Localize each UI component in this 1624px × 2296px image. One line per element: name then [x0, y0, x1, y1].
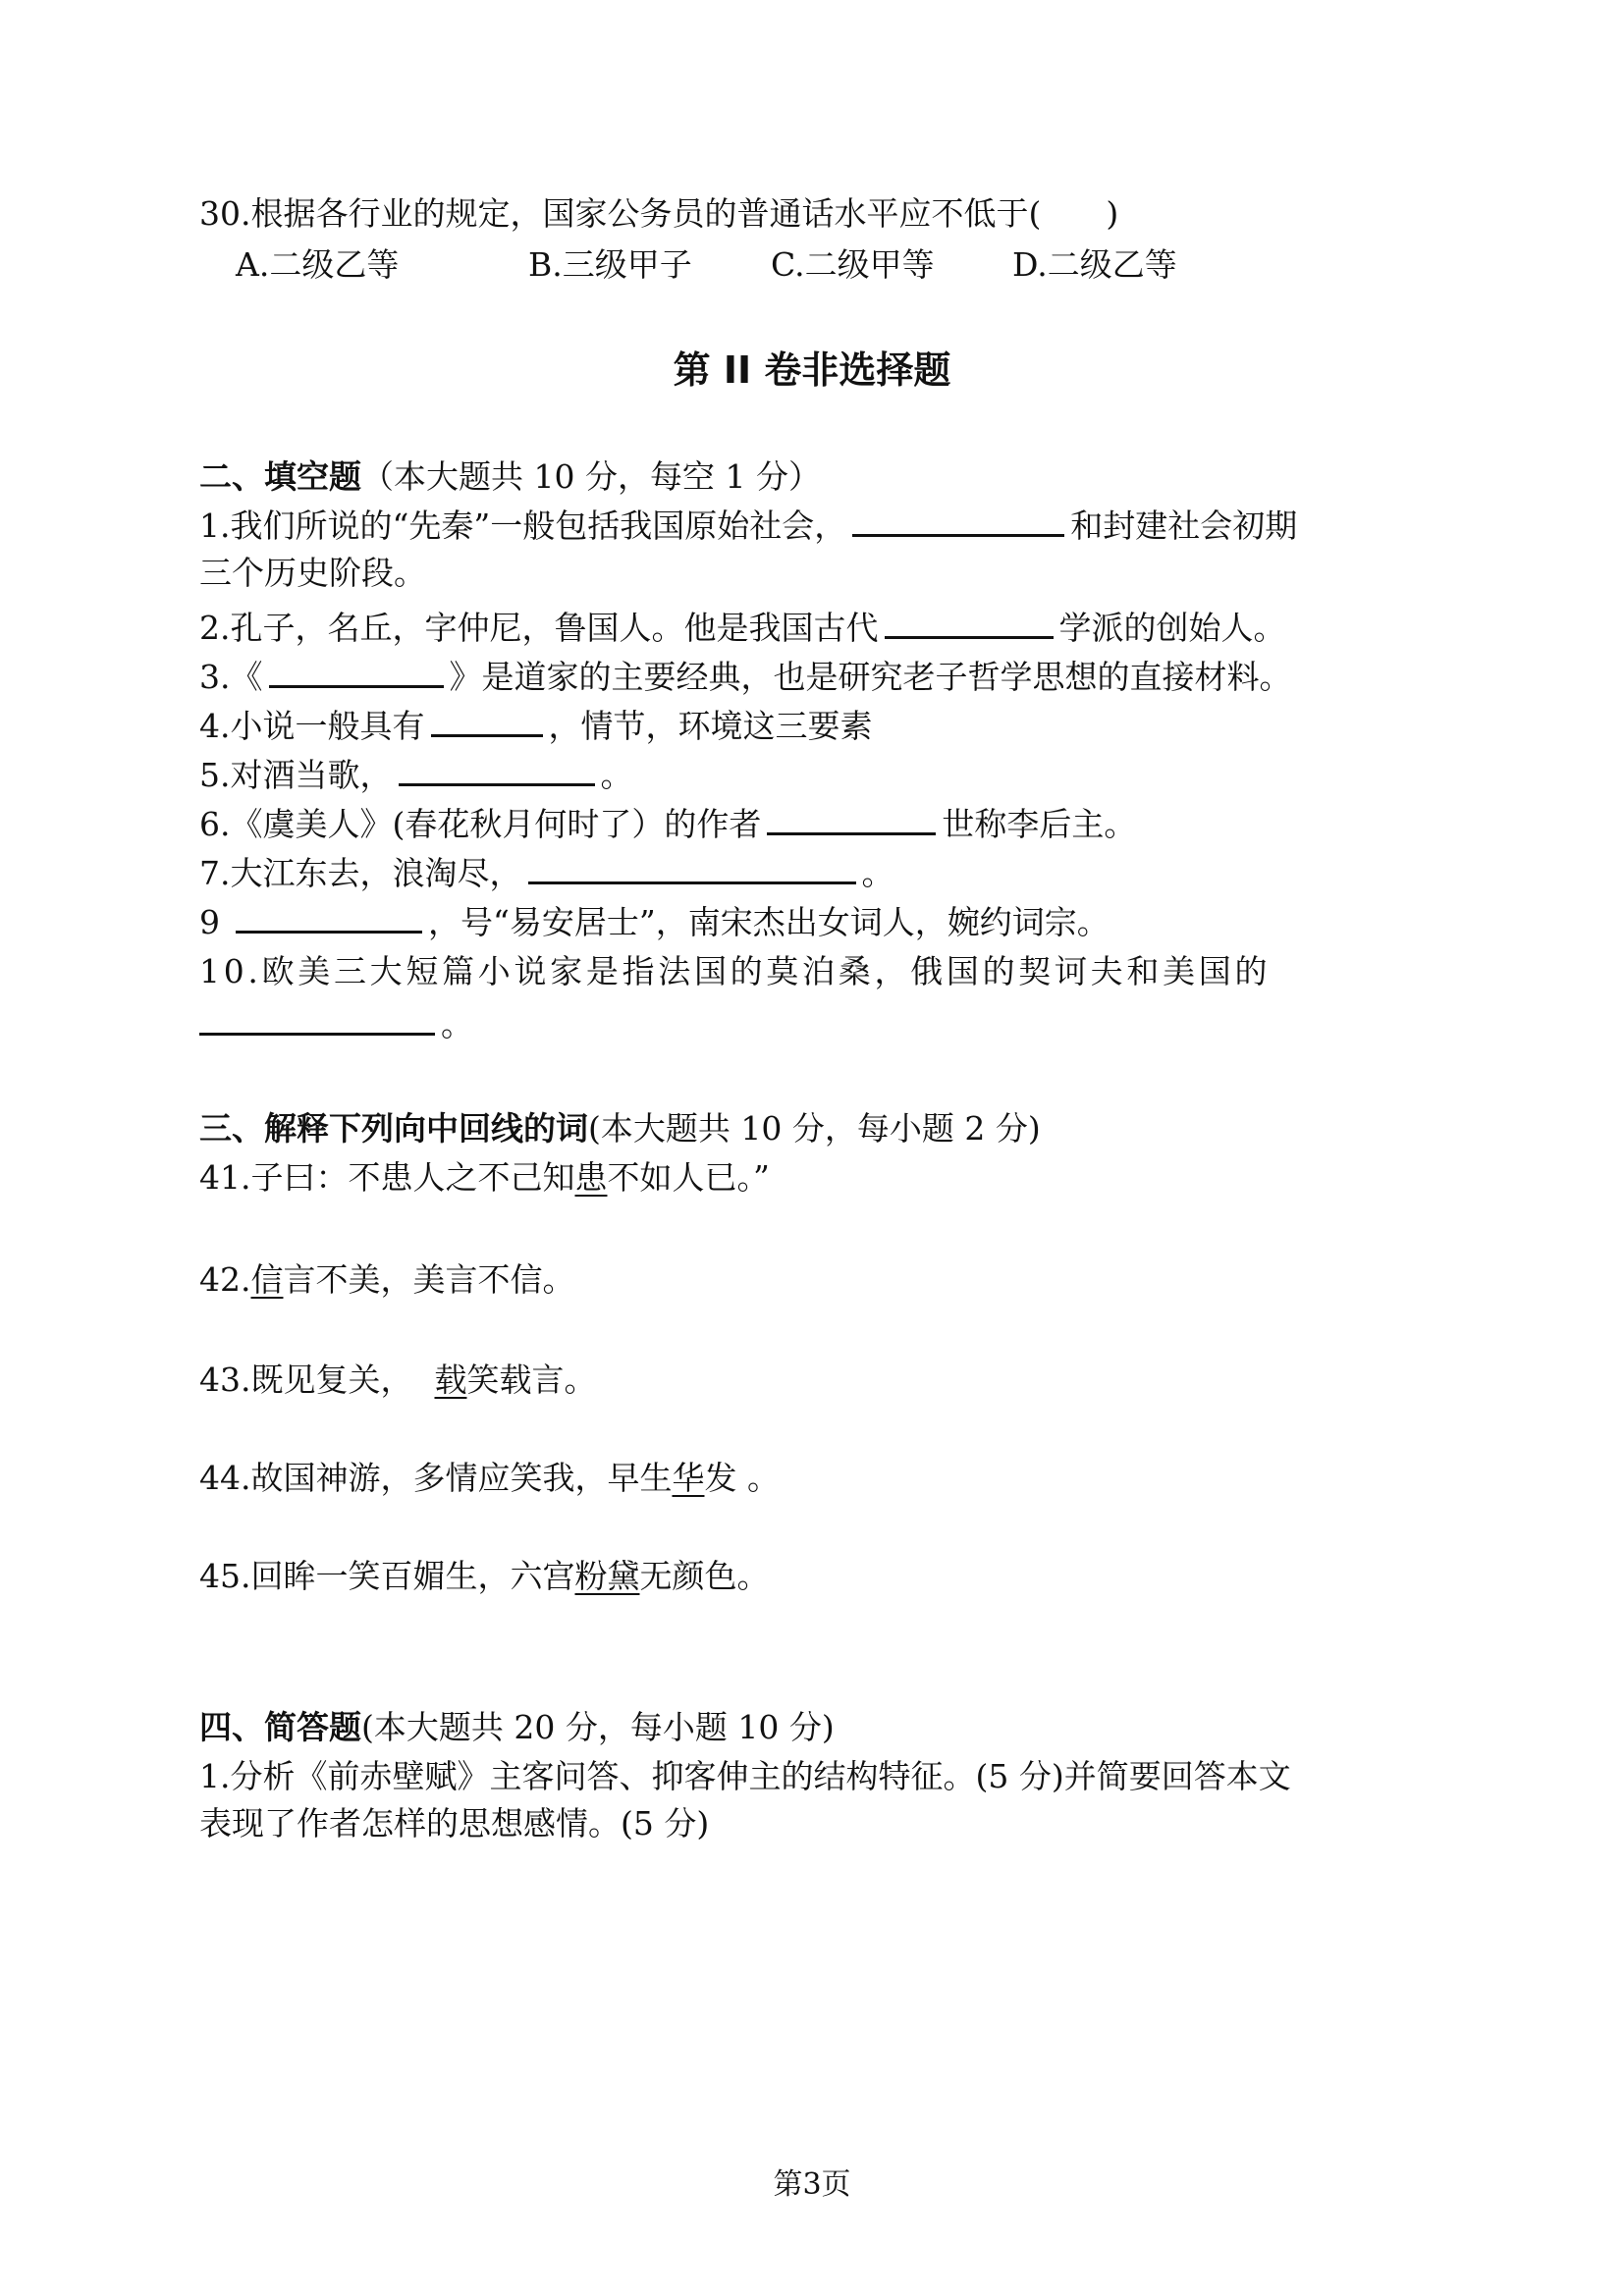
explain-q41-underlined: 患 [574, 1158, 608, 1197]
fill-q9-text-b: ，号“易安居士”，南宋杰出女词人，婉约词宗。 [428, 903, 1110, 941]
fill-q9 [199, 901, 1110, 944]
explain-q44-text-a: 44.故国神游，多情应笑我，早生 [199, 1459, 673, 1497]
fill-q4-text-b: ，情节，环境这三要素 [548, 707, 873, 745]
fill-q6 [199, 803, 1136, 846]
fill-q5-blank[interactable] [399, 754, 595, 786]
fill-q5-text-b: 。 [600, 756, 633, 794]
fill-q1-cont: 三个历史阶段。 [199, 554, 426, 592]
fill-heading [199, 455, 821, 499]
fill-q2-blank[interactable] [885, 607, 1054, 639]
fill-q3-text-a: 3.《 [199, 658, 263, 696]
fill-q5-text-a: 5.对酒当歌， [199, 756, 393, 794]
short-heading [199, 1706, 835, 1749]
fill-q1-text-b: 和封建社会初期 [1070, 507, 1298, 545]
option-a: A.二级乙等 [236, 245, 400, 284]
fill-q3 [199, 656, 1292, 699]
fill-q7 [199, 852, 894, 895]
fill-q10: 10.欧美三大短篇小说家是指法国的莫泊桑，俄国的契诃夫和美国的 [199, 952, 1272, 990]
fill-q3-text-b: 》是道家的主要经典，也是研究老子哲学思想的直接材料。 [449, 658, 1292, 696]
fill-q9-blank[interactable] [236, 901, 422, 934]
explain-q44-text-b: 发 。 [704, 1459, 780, 1497]
explain-heading-note: (本大题共 10 分，每小题 2 分) [588, 1109, 1041, 1148]
fill-q6-text-a: 6.《虞美人》(春花秋月何时了）的作者 [199, 805, 762, 843]
explain-q41-text-b: 不如人已。” [607, 1158, 770, 1197]
fill-q4 [199, 705, 873, 748]
explain-q45-text-a: 45.回眸一笑百媚生，六宫 [199, 1557, 575, 1595]
fill-q6-blank[interactable] [767, 803, 936, 835]
fill-q10-blank[interactable] [199, 1003, 435, 1036]
explain-q42-text-a: 42. [199, 1260, 251, 1299]
fill-heading-note: （本大题共 10 分，每空 1 分） [361, 457, 821, 496]
part2-title: 第 II 卷非选择题 [673, 348, 951, 392]
option-c: C.二级甲等 [771, 245, 935, 284]
explain-q44-underlined: 华 [672, 1459, 705, 1497]
fill-q6-text-b: 世称李后主。 [942, 805, 1137, 843]
fill-q7-text-a: 7.大江东去，浪淘尽， [199, 854, 522, 892]
explain-q43-text-a: 43.既见复关， [199, 1361, 413, 1399]
fill-q2 [199, 607, 1286, 650]
fill-q1-text-a: 1.我们所说的“先秦”一般包括我国原始社会， [199, 507, 847, 545]
fill-q3-blank[interactable] [269, 656, 444, 688]
explain-q45 [199, 1555, 769, 1598]
fill-q4-blank[interactable] [431, 705, 543, 737]
page-number: 第3页 [773, 2167, 851, 2202]
fill-q9-text-a: 9 [199, 903, 220, 941]
fill-q2-text-a: 2.孔子，名丘，字仲尼，鲁国人。他是我国古代 [199, 609, 879, 647]
explain-q42 [199, 1258, 574, 1302]
explain-q44 [199, 1457, 780, 1500]
explain-q43 [199, 1359, 596, 1402]
fill-q10-cont [199, 1003, 473, 1046]
short-heading-label: 四、简答题 [199, 1708, 361, 1746]
option-d: D.二级乙等 [1012, 245, 1177, 284]
explain-q42-text-b: 言不美，美言不信。 [283, 1260, 575, 1299]
fill-q5 [199, 754, 633, 797]
fill-heading-label: 二、填空题 [199, 457, 361, 496]
explain-q43-text-b: 笑载言。 [466, 1361, 597, 1399]
fill-q4-text-a: 4.小说一般具有 [199, 707, 425, 745]
explain-q41-text-a: 41.子曰：不患人之不己知 [199, 1158, 575, 1197]
explain-q41 [199, 1156, 770, 1200]
explain-heading [199, 1107, 1041, 1150]
explain-q45-text-b: 无颜色。 [639, 1557, 770, 1595]
short-q1-cont: 表现了作者怎样的思想感情。(5 分) [199, 1804, 710, 1842]
fill-q2-text-b: 学派的创始人。 [1058, 609, 1286, 647]
fill-q1-blank[interactable] [852, 505, 1064, 537]
fill-q1 [199, 505, 1297, 548]
fill-q10-text-b: 。 [441, 1005, 473, 1043]
short-q1: 1.分析《前赤壁赋》主客问答、抑客伸主的结构特征。(5 分)并简要回答本文 [199, 1757, 1291, 1795]
question-30: 30.根据各行业的规定，国家公务员的普通话水平应不低于( ) [199, 194, 1119, 233]
explain-q43-underlined: 载 [434, 1361, 467, 1399]
fill-q7-blank[interactable] [528, 852, 856, 884]
option-b: B.三级甲子 [528, 245, 692, 284]
explain-q42-underlined: 信 [250, 1260, 284, 1299]
fill-q7-text-b: 。 [861, 854, 894, 892]
short-heading-note: (本大题共 20 分，每小题 10 分) [361, 1708, 835, 1746]
explain-q45-underlined: 粉黛 [574, 1557, 640, 1595]
explain-heading-label: 三、解释下列向中回线的词 [199, 1109, 588, 1148]
